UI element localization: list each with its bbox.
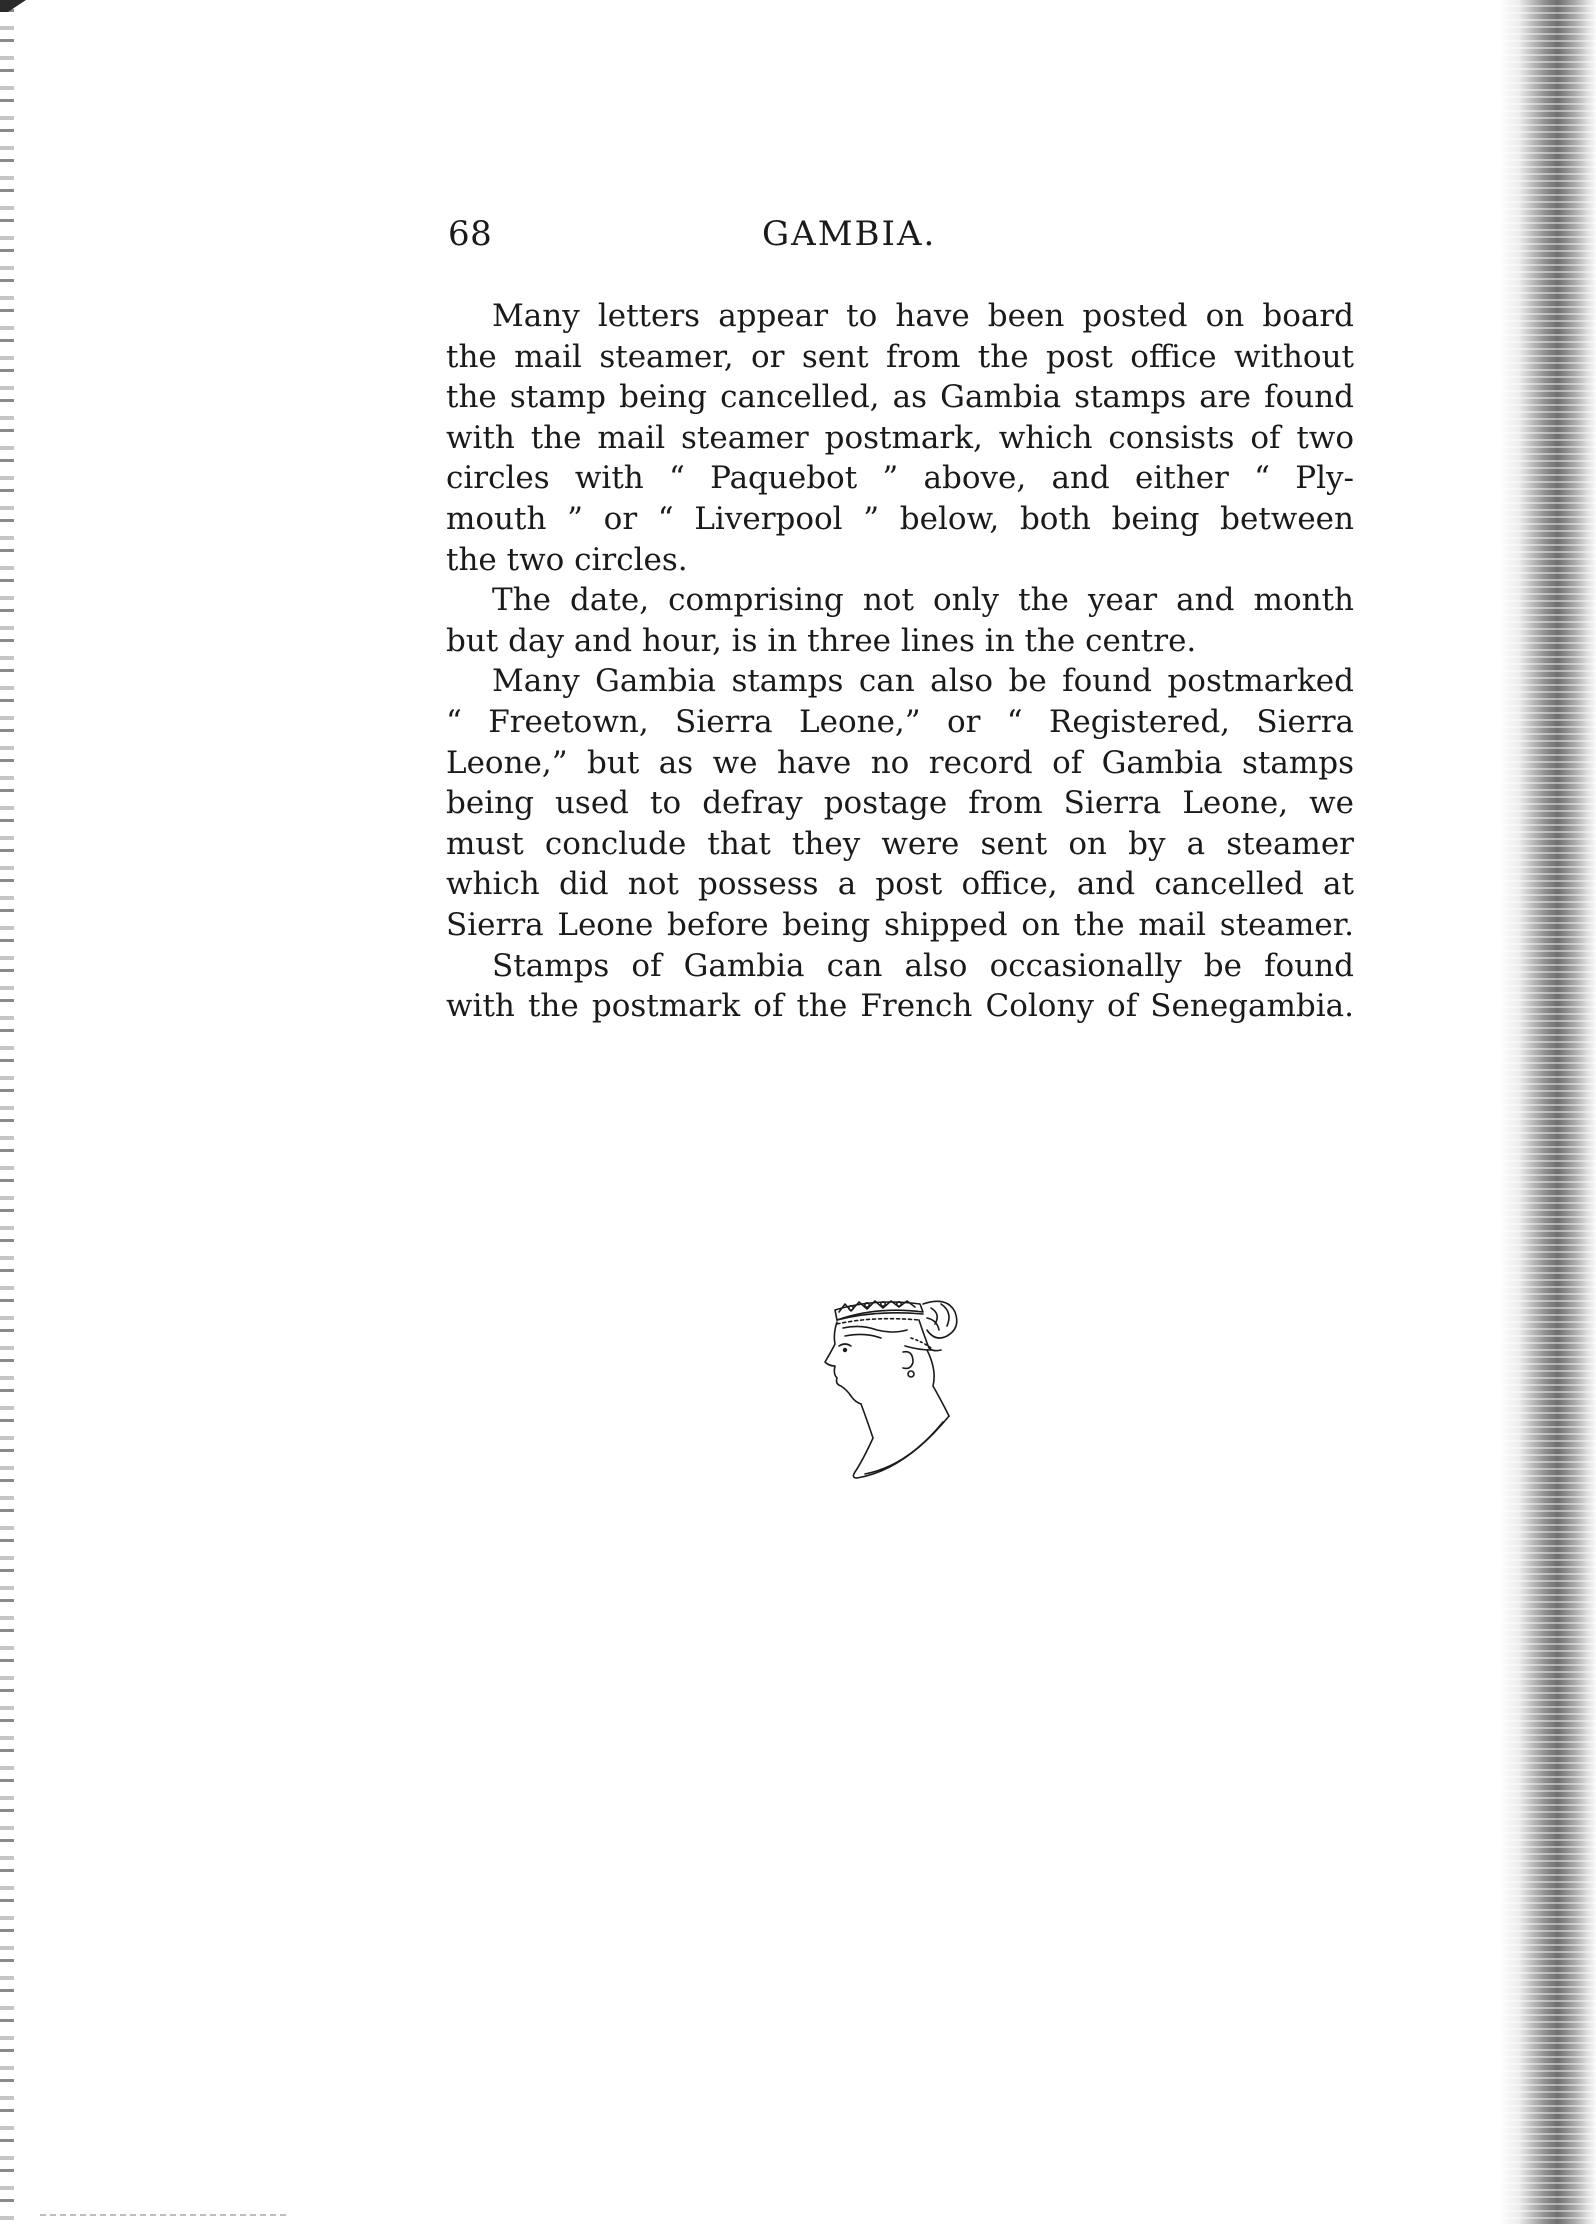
text-line: “ Freetown, Sierra Leone,” or “ Registered, Sierra [446, 703, 1354, 740]
text-line: but day and hour, is in three lines in the centre. [446, 622, 1197, 659]
text-line: Leone,” but as we have no record of Gambia stamps [446, 744, 1354, 781]
running-head-title: GAMBIA. [762, 214, 937, 254]
text-line: Stamps of Gambia can also occasionally be found [492, 947, 1354, 984]
text-line: with the postmark of the French Colony of Senegambia. [446, 988, 1354, 1025]
text-line: the mail steamer, or sent from the post office without [446, 338, 1354, 375]
text-line: Many Gambia stamps can also be found postmarked [492, 663, 1354, 700]
page-number: 68 [448, 214, 493, 254]
gutter-texture [1500, 0, 1596, 2224]
text-line: Many letters appear to have been posted on board [492, 298, 1354, 334]
text-line: the stamp being cancelled, as Gambia stamps are found [446, 379, 1354, 416]
text-line: with the mail steamer postmark, which consists of two [446, 419, 1354, 456]
body-text [446, 296, 1354, 1027]
scan-left-edge [0, 0, 14, 2224]
text-line: being used to defray postage from Sierra Leone, we [446, 785, 1354, 822]
text-line: mouth ” or “ Liverpool ” below, both being between [446, 500, 1354, 537]
text-line: The date, comprising not only the year and month [492, 582, 1354, 619]
text-line: which did not possess a post office, and cancelled at [446, 866, 1354, 903]
scan-bottom-artifact [40, 2214, 290, 2216]
text-line: must conclude that they were sent on by a steamer [446, 825, 1354, 862]
queen-victoria-profile-icon [815, 1290, 995, 1520]
text-line: the two circles. [446, 541, 688, 578]
text-line: circles with “ Paquebot ” above, and either “ Ply- [446, 460, 1354, 497]
text-line: Sierra Leone before being shipped on the mail steamer. [446, 906, 1354, 943]
